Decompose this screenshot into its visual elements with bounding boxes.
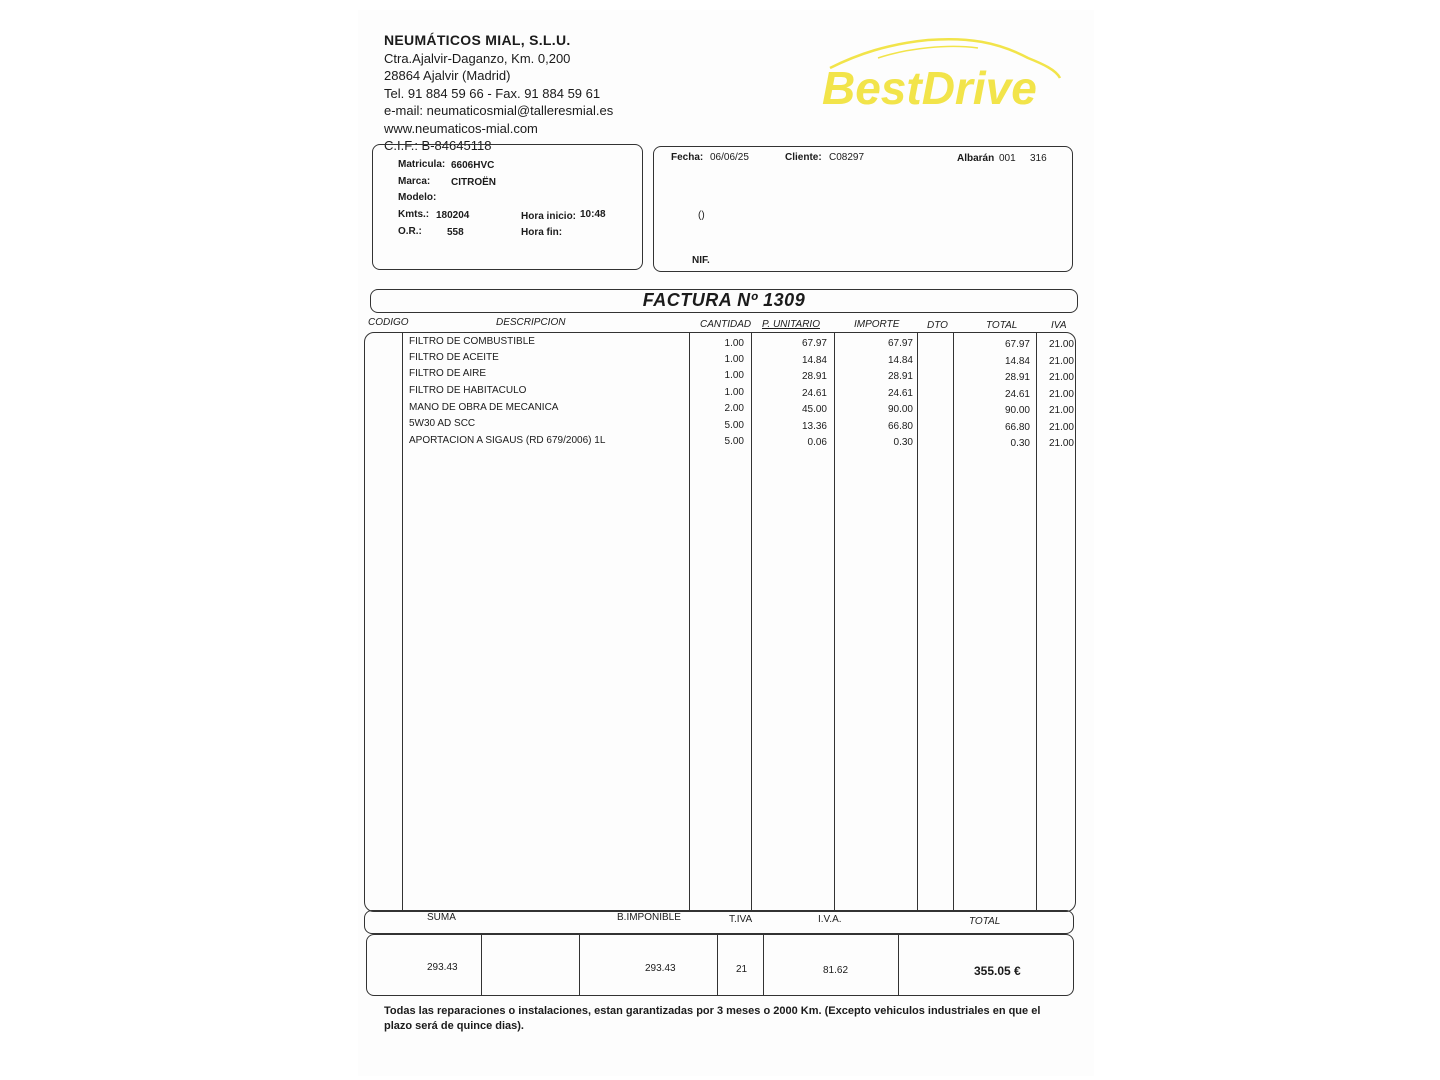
- line-importe: 67.97: [887, 338, 913, 349]
- tipo-iva-label: T.IVA: [729, 914, 753, 925]
- tipo-iva-value: 21: [736, 964, 748, 975]
- line-iva: 21.00: [1048, 422, 1074, 433]
- line-description: 5W30 AD SCC: [409, 418, 476, 429]
- col-divider: [953, 333, 954, 910]
- line-total: 90.00: [1004, 405, 1030, 416]
- invoice-title: FACTURA Nº 1309: [370, 289, 1078, 313]
- albaran-number: 316: [1030, 153, 1047, 164]
- col-header-total: TOTAL: [986, 320, 1018, 331]
- total-value: 355.05 €: [974, 964, 1021, 978]
- col-header-descripcion: DESCRIPCION: [496, 317, 566, 328]
- col-header-importe: IMPORTE: [854, 319, 900, 330]
- albaran-serie: 001: [999, 153, 1016, 164]
- col-header-dto: DTO: [927, 320, 948, 331]
- line-iva: 21.00: [1048, 372, 1074, 383]
- col-header-p-unitario: P. UNITARIO: [762, 319, 820, 330]
- fecha-label: Fecha:: [671, 152, 704, 163]
- line-unit-price: 0.06: [807, 437, 827, 448]
- totals-divider: [481, 935, 482, 995]
- line-unit-price: 13.36: [801, 421, 827, 432]
- hora-inicio-value: 10:48: [580, 209, 606, 220]
- company-phone: Tel. 91 884 59 66 - Fax. 91 884 59 61: [384, 85, 601, 101]
- base-imponible-value: 293.43: [645, 963, 676, 974]
- bestdrive-logo: [818, 34, 1068, 114]
- warranty-note: Todas las reparaciones o instalaciones, estan garantizadas por 3 meses o 2000 Km. (Excepto vehiculos industriales en que el plazo será de quince dias).: [384, 1005, 1041, 1032]
- line-quantity: 1.00: [724, 370, 744, 381]
- hora-fin-label: Hora fin:: [521, 227, 563, 238]
- company-name: NEUMÁTICOS MIAL, S.L.U.: [384, 32, 571, 48]
- line-importe: 0.30: [893, 437, 913, 448]
- total-label: TOTAL: [969, 916, 1001, 927]
- line-unit-price: 14.84: [801, 355, 827, 366]
- line-importe: 14.84: [887, 355, 913, 366]
- modelo-label: Modelo:: [398, 192, 437, 203]
- kmts-value: 180204: [436, 210, 470, 221]
- line-description: FILTRO DE ACEITE: [409, 352, 499, 363]
- line-description: FILTRO DE HABITACULO: [409, 385, 527, 396]
- company-address-line1: Ctra.Ajalvir-Daganzo, Km. 0,200: [384, 50, 571, 66]
- col-divider: [917, 333, 918, 910]
- line-importe: 28.91: [887, 371, 913, 382]
- totals-divider: [717, 935, 718, 995]
- col-divider: [1036, 333, 1037, 910]
- col-divider: [834, 333, 835, 910]
- totals-header-bar: [364, 910, 1074, 934]
- company-cif: C.I.F.: B-84645118: [384, 138, 492, 153]
- line-total: 66.80: [1004, 422, 1030, 433]
- line-description: APORTACION A SIGAUS (RD 679/2006) 1L: [409, 435, 606, 446]
- line-total: 24.61: [1004, 389, 1030, 400]
- line-iva: 21.00: [1048, 438, 1074, 449]
- line-unit-price: 45.00: [801, 404, 827, 415]
- kmts-label: Kmts.:: [398, 209, 430, 220]
- line-quantity: 1.00: [724, 338, 744, 349]
- company-email: e-mail: neumaticosmial@talleresmial.es: [384, 103, 614, 118]
- col-header-cantidad: CANTIDAD: [700, 319, 752, 330]
- totals-divider: [763, 935, 764, 995]
- matricula-value: 6606HVC: [451, 160, 495, 171]
- line-total: 28.91: [1004, 372, 1030, 383]
- col-divider: [689, 333, 690, 910]
- client-info-box: [653, 146, 1073, 272]
- or-label: O.R.:: [398, 226, 422, 237]
- line-description: FILTRO DE AIRE: [409, 368, 487, 379]
- line-quantity: 2.00: [724, 403, 744, 414]
- suma-label: SUMA: [427, 912, 456, 923]
- line-total: 14.84: [1004, 356, 1030, 367]
- line-iva: 21.00: [1048, 356, 1074, 367]
- col-divider: [751, 333, 752, 910]
- fecha-value: 06/06/25: [710, 152, 749, 163]
- line-iva: 21.00: [1048, 339, 1074, 350]
- logo-text: BestDrive: [822, 62, 1037, 114]
- line-quantity: 5.00: [724, 420, 744, 431]
- nif-label: NIF.: [692, 255, 710, 266]
- line-importe: 90.00: [887, 404, 913, 415]
- cliente-value: C08297: [829, 152, 865, 163]
- line-iva: 21.00: [1048, 405, 1074, 416]
- marca-label: Marca:: [398, 176, 431, 187]
- hora-inicio-label: Hora inicio:: [521, 211, 577, 222]
- line-quantity: 5.00: [724, 436, 744, 447]
- marca-value: CITROËN: [451, 177, 496, 188]
- suma-value: 293.43: [427, 962, 458, 973]
- line-description: FILTRO DE COMBUSTIBLE: [409, 336, 535, 347]
- line-quantity: 1.00: [724, 354, 744, 365]
- albaran-label: Albarán: [957, 153, 995, 164]
- totals-divider: [579, 935, 580, 995]
- client-parentheses: (): [698, 210, 705, 221]
- line-unit-price: 67.97: [801, 338, 827, 349]
- line-total: 67.97: [1004, 339, 1030, 350]
- company-header: [384, 32, 613, 155]
- col-header-iva: IVA: [1051, 320, 1067, 331]
- line-description: MANO DE OBRA DE MECANICA: [409, 402, 559, 413]
- company-address-line2: 28864 Ajalvir (Madrid): [384, 68, 511, 83]
- line-iva: 21.00: [1048, 389, 1074, 400]
- line-quantity: 1.00: [724, 387, 744, 398]
- line-unit-price: 24.61: [801, 388, 827, 399]
- company-website: www.neumaticos-mial.com: [384, 120, 538, 136]
- matricula-label: Matricula:: [398, 159, 446, 170]
- totals-values-box: [366, 934, 1074, 996]
- cliente-label: Cliente:: [785, 152, 822, 163]
- or-value: 558: [447, 227, 464, 238]
- col-divider: [402, 333, 403, 910]
- line-importe: 66.80: [887, 421, 913, 432]
- line-importe: 24.61: [887, 388, 913, 399]
- col-header-codigo: CODIGO: [368, 317, 409, 328]
- iva-amount-value: 81.62: [823, 965, 849, 976]
- base-imponible-label: B.IMPONIBLE: [617, 912, 681, 923]
- line-total: 0.30: [1010, 438, 1030, 449]
- iva-amount-label: I.V.A.: [818, 914, 842, 925]
- totals-divider: [898, 935, 899, 995]
- line-unit-price: 28.91: [801, 371, 827, 382]
